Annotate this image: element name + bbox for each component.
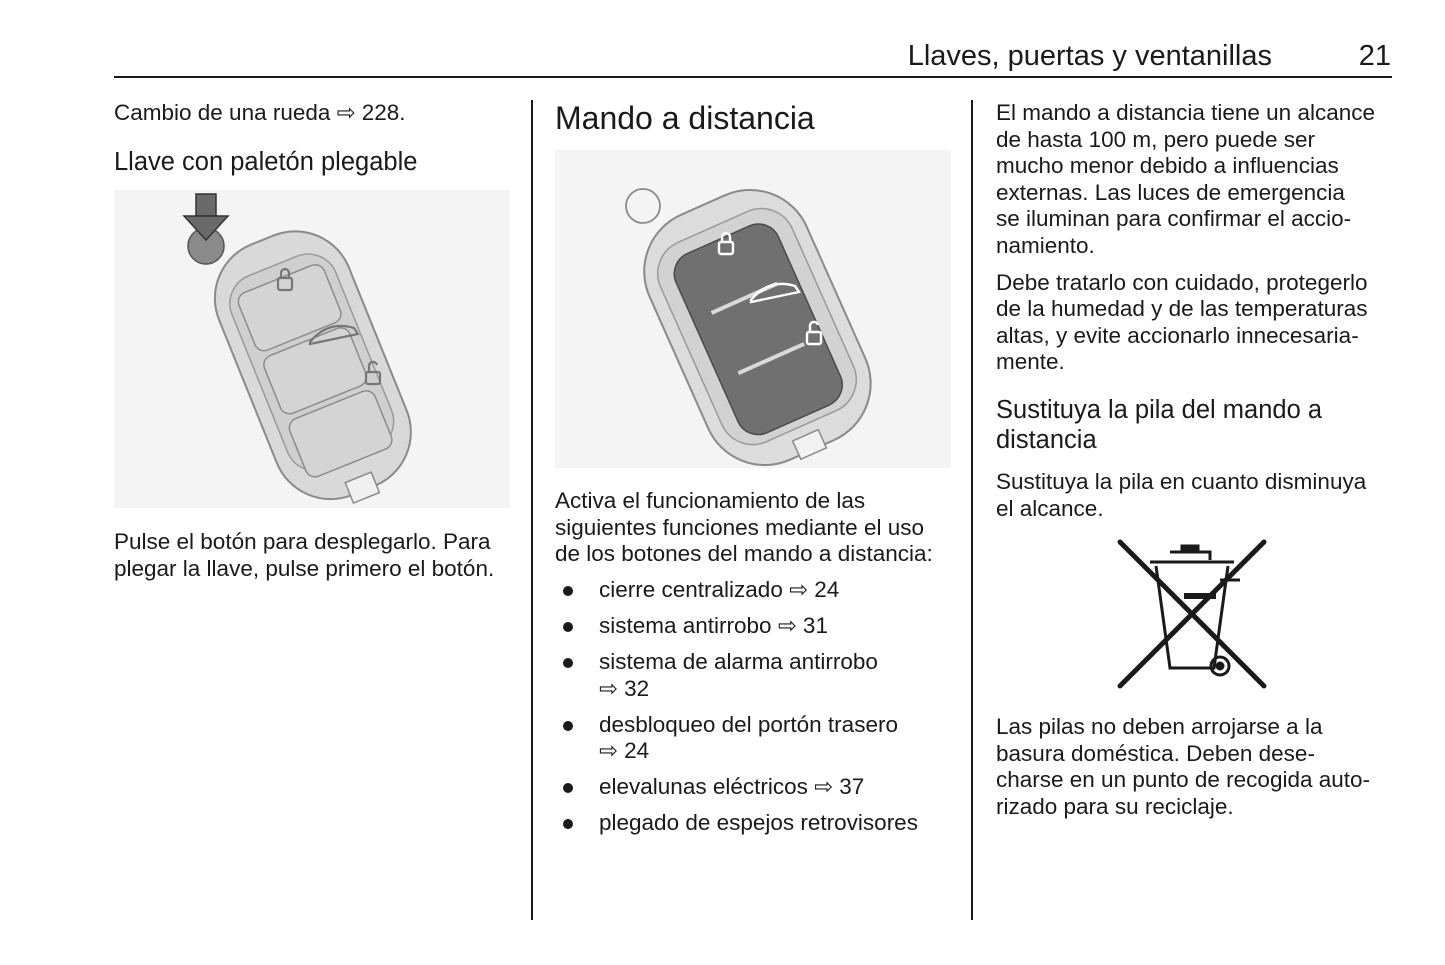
column-1 (114, 100, 514, 177)
disposal-paragraph: Las pilas no deben arrojarse a la basura doméstica. Deben dese- charse en un punto de recogida auto- rizado para su reciclaje. (996, 714, 1371, 819)
intro-line: Activa el funcionamiento de las (555, 488, 866, 513)
crossed-out-bin-icon (1112, 536, 1272, 692)
list-item: sistema antirrobo ⇨ 31 (555, 613, 965, 640)
remote-control-figure (555, 150, 951, 468)
remote-functions-list (555, 577, 965, 846)
column-3 (996, 100, 1396, 522)
page-reference: ⇨ 24 (599, 738, 650, 764)
bullet-icon (563, 622, 573, 632)
folding-key-figure (114, 190, 510, 508)
battery-replace-heading: Sustituya la pila del mando a distancia (996, 395, 1323, 454)
battery-replace-paragraph: Sustituya la pila en cuanto disminuya el alcance. (996, 468, 1367, 521)
remote-functions-intro (555, 488, 965, 568)
list-item: elevalunas eléctricos ⇨ 37 (555, 774, 965, 801)
page-number: 21 (1358, 40, 1391, 72)
folding-key-caption (114, 529, 524, 582)
intro-line: siguientes funciones mediante el uso (555, 514, 924, 540)
folding-key-heading: Llave con paletón plegable (114, 147, 418, 176)
press-arrow-icon (184, 194, 228, 240)
header-rule (114, 76, 1392, 78)
range-paragraph: El mando a distancia tiene un alcance de hasta 100 m, pero puede ser mucho menor debido a influencias externas. Las luces de emergencia se iluminan para confirmar el accio- namiento. (996, 100, 1375, 258)
list-item: desbloqueo del portón trasero ⇨ 24 (555, 712, 965, 765)
page-reference: ⇨ 32 (599, 675, 650, 701)
bullet-icon (563, 586, 573, 596)
list-item: plegado de espejos retrovisores (555, 810, 965, 837)
intro-line: de los botones del mando a distancia: (555, 541, 933, 567)
column-divider-1 (531, 100, 533, 920)
list-item: sistema de alarma antirrobo ⇨ 32 (555, 649, 965, 702)
fold-release-button (626, 189, 660, 223)
section-title: Llaves, puertas y ventanillas (907, 40, 1272, 72)
remote-control-heading: Mando a distancia (555, 100, 815, 136)
care-paragraph: Debe tratarlo con cuidado, protegerlo de la humedad y de las temperaturas altas, y evite accionarlo innecesaria- mente. (996, 269, 1368, 375)
bullet-icon (563, 783, 573, 793)
caption-line: plegar la llave, pulse primero el botón. (114, 555, 495, 581)
list-item: cierre centralizado ⇨ 24 (555, 577, 965, 604)
column-divider-2 (971, 100, 973, 920)
bullet-icon (563, 721, 573, 731)
caption-line: Pulse el botón para desplegarlo. Para (114, 529, 491, 554)
bullet-icon (563, 819, 573, 829)
bullet-icon (563, 658, 573, 668)
wheel-change-reference: Cambio de una rueda ⇨ 228. (114, 100, 406, 125)
